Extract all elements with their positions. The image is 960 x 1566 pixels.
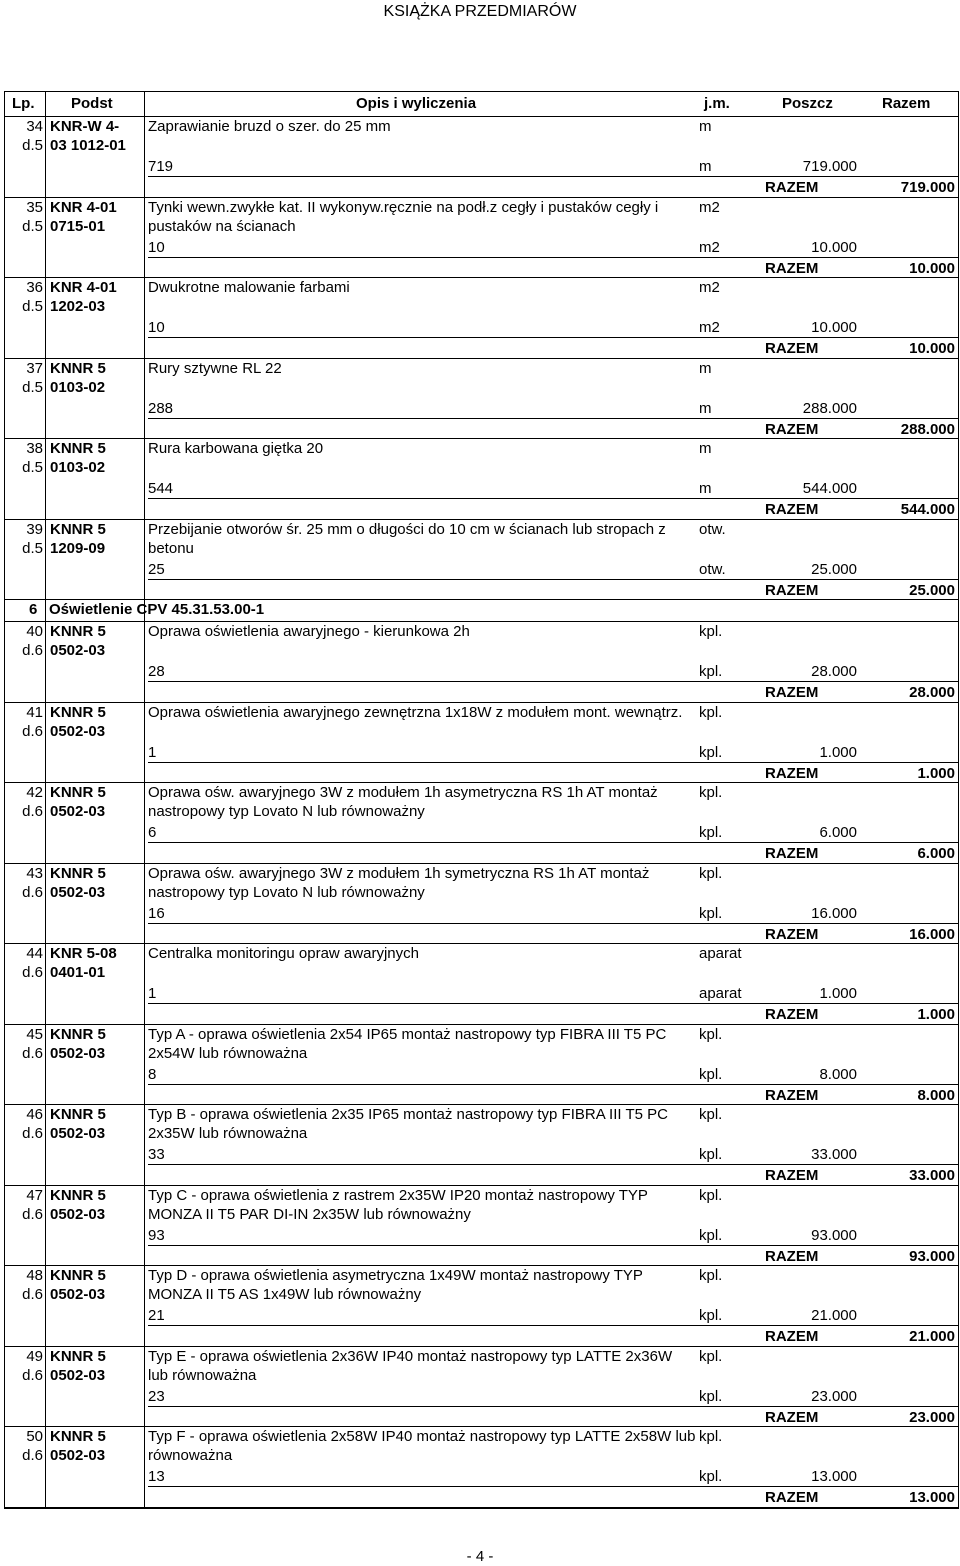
row-code-line2: 0502-03	[50, 883, 106, 901]
row-razem-label: RAZEM	[765, 259, 819, 277]
table-row	[5, 944, 958, 1025]
row-razem-value: 16.000	[909, 925, 955, 943]
razem-divider	[148, 498, 958, 499]
row-unit-2: m	[699, 158, 712, 175]
row-description: Oprawa oświetlenia awaryjnego zewnętrzna 1x18W z modułem mont. wewnątrz.	[148, 703, 683, 721]
row-unit: kpl.	[699, 623, 723, 640]
row-code-line1: KNR 5-08	[50, 945, 117, 962]
row-division: d.5	[22, 137, 43, 154]
row-razem-value: 1.000	[917, 1006, 955, 1023]
table-row	[5, 1105, 958, 1186]
row-subtotal: 23.000	[811, 1387, 857, 1405]
row-lp: 40	[26, 623, 43, 640]
row-razem-label: RAZEM	[765, 925, 819, 943]
table-row	[5, 864, 958, 945]
row-code-line2: 0715-01	[50, 217, 106, 235]
row-division: d.5	[22, 298, 43, 315]
table-row	[5, 278, 958, 359]
header-razem: Razem	[882, 95, 931, 112]
row-division: d.6	[22, 883, 43, 901]
row-quantity: 8	[148, 1065, 157, 1083]
row-subtotal: 33.000	[811, 1146, 857, 1163]
table-row	[5, 359, 958, 440]
row-division: d.5	[22, 217, 43, 235]
row-code-line1: KNNR 5	[50, 1186, 106, 1204]
header-lp: Lp.	[12, 95, 35, 112]
row-unit-2: kpl.	[699, 1226, 723, 1244]
table-row	[5, 783, 958, 864]
row-code-line2: 0502-03	[50, 1286, 106, 1303]
row-code-line2: 0502-03	[50, 642, 106, 659]
row-division: d.6	[22, 1286, 43, 1303]
row-quantity: 16	[148, 904, 165, 922]
row-unit: m	[699, 359, 712, 377]
table-row	[5, 1186, 958, 1267]
row-razem-label: RAZEM	[765, 764, 819, 782]
row-code-line1: KNR-W 4-	[50, 118, 120, 135]
razem-divider	[148, 681, 958, 682]
row-subtotal: 28.000	[811, 663, 857, 680]
row-unit: m	[699, 118, 712, 135]
row-description: Typ F - oprawa oświetlenia 2x58W IP40 montaż nastropowy typ LATTE 2x58W lub równoważna	[148, 1428, 696, 1464]
row-subtotal: 1.000	[819, 985, 857, 1002]
page-number: - 4 -	[466, 1548, 494, 1565]
section-name: Oświetlenie CPV 45.31.53.00-1	[49, 601, 265, 618]
row-division: d.6	[22, 1044, 43, 1062]
row-subtotal: 10.000	[811, 238, 857, 256]
row-description: Typ C - oprawa oświetlenia z rastrem 2x35W IP20 montaż nastropowy TYP MONZA II T5 PAR DI-IN 2x35W lub równoważny	[148, 1186, 648, 1223]
row-division: d.5	[22, 539, 43, 557]
row-razem-label: RAZEM	[765, 581, 819, 599]
row-quantity: 10	[148, 238, 165, 256]
row-lp: 42	[26, 784, 43, 801]
row-code-line2: 0502-03	[50, 1044, 106, 1062]
row-subtotal: 719.000	[802, 158, 857, 175]
table-header	[5, 92, 958, 117]
row-lp: 36	[26, 279, 43, 296]
row-description: Przebijanie otworów śr. 25 mm o długości do 10 cm w ścianach lub stropach z betonu	[148, 520, 666, 557]
row-unit: kpl.	[699, 1428, 723, 1445]
row-razem-label: RAZEM	[765, 501, 819, 518]
row-description: Zaprawianie bruzd o szer. do 25 mm	[148, 118, 391, 135]
row-code-line1: KNNR 5	[50, 864, 106, 882]
row-division: d.6	[22, 964, 43, 981]
table-row	[5, 439, 958, 520]
row-code-line1: KNNR 5	[50, 1106, 106, 1123]
row-razem-value: 28.000	[909, 684, 955, 701]
row-razem-label: RAZEM	[765, 420, 819, 438]
row-code-line1: KNNR 5	[50, 703, 106, 721]
razem-divider	[148, 923, 958, 924]
row-quantity: 25	[148, 560, 165, 578]
row-code-line1: KNNR 5	[50, 1267, 106, 1284]
row-unit: aparat	[699, 945, 742, 962]
table-row	[5, 198, 958, 279]
row-division: d.6	[22, 1205, 43, 1223]
row-quantity: 1	[148, 743, 157, 761]
row-quantity: 21	[148, 1307, 165, 1324]
row-razem-label: RAZEM	[765, 1086, 819, 1104]
row-subtotal: 16.000	[811, 904, 857, 922]
row-lp: 50	[26, 1428, 43, 1445]
header-jm: j.m.	[704, 95, 730, 112]
row-code-line2: 0502-03	[50, 1125, 106, 1142]
row-unit: m2	[699, 198, 720, 216]
row-code-line2: 1209-09	[50, 539, 106, 557]
row-razem-value: 6.000	[917, 845, 955, 862]
row-description: Oprawa ośw. awaryjnego 3W z modułem 1h symetryczna RS 1h AT montaż nastropowy typ Lovato N lub równoważny	[148, 864, 650, 901]
row-lp: 34	[26, 118, 43, 135]
row-subtotal: 25.000	[811, 560, 857, 578]
row-code-line1: KNNR 5	[50, 520, 106, 538]
row-subtotal: 21.000	[811, 1307, 857, 1324]
razem-divider	[148, 762, 958, 763]
row-unit-2: kpl.	[699, 1065, 723, 1083]
row-description: Centralka monitoringu opraw awaryjnych	[148, 945, 419, 962]
row-subtotal: 93.000	[811, 1226, 857, 1244]
row-razem-label: RAZEM	[765, 845, 819, 862]
row-subtotal: 288.000	[802, 399, 857, 417]
row-code-line1: KNR 4-01	[50, 198, 117, 216]
row-lp: 49	[26, 1347, 43, 1365]
razem-divider	[148, 1406, 958, 1407]
row-code-line1: KNNR 5	[50, 784, 106, 801]
row-razem-value: 21.000	[909, 1328, 955, 1345]
row-description: Dwukrotne malowanie farbami	[148, 279, 350, 296]
header-podst: Podst	[71, 95, 113, 112]
row-unit: m2	[699, 279, 720, 296]
razem-divider	[148, 337, 958, 338]
row-razem-value: 8.000	[917, 1086, 955, 1104]
row-description: Oprawa ośw. awaryjnego 3W z modułem 1h asymetryczna RS 1h AT montaż nastropowy typ Lovato N lub równoważny	[148, 784, 658, 820]
row-subtotal: 544.000	[802, 480, 857, 497]
row-description: Rury sztywne RL 22	[148, 359, 282, 377]
row-division: d.6	[22, 1366, 43, 1384]
row-code-line1: KNNR 5	[50, 359, 106, 377]
header-poszcz: Poszcz	[782, 95, 833, 112]
table-row	[5, 1347, 958, 1428]
row-razem-label: RAZEM	[765, 1006, 819, 1023]
row-razem-value: 10.000	[909, 259, 955, 277]
row-quantity: 6	[148, 824, 157, 841]
row-quantity: 28	[148, 663, 165, 680]
row-unit-2: kpl.	[699, 1307, 723, 1324]
row-code-line1: KNNR 5	[50, 440, 106, 457]
row-lp: 46	[26, 1106, 43, 1123]
table-row	[5, 1025, 958, 1106]
row-razem-value: 13.000	[909, 1489, 955, 1506]
row-code-line2: 0103-02	[50, 459, 106, 476]
row-unit: m	[699, 440, 712, 457]
row-code-line2: 0502-03	[50, 1205, 106, 1223]
row-lp: 47	[26, 1186, 43, 1204]
row-code-line2: 0502-03	[50, 803, 106, 820]
row-razem-label: RAZEM	[765, 1167, 819, 1184]
row-subtotal: 13.000	[811, 1468, 857, 1485]
row-unit-2: m2	[699, 319, 720, 336]
table-row	[5, 622, 958, 703]
row-subtotal: 1.000	[819, 743, 857, 761]
section-row	[5, 600, 958, 622]
row-unit-2: m2	[699, 238, 720, 256]
section-number: 6	[29, 601, 38, 618]
row-lp: 44	[26, 945, 43, 962]
row-subtotal: 10.000	[811, 319, 857, 336]
row-code-line1: KNNR 5	[50, 1428, 106, 1445]
razem-divider	[148, 1325, 958, 1326]
row-unit-2: kpl.	[699, 1146, 723, 1163]
row-quantity: 93	[148, 1226, 165, 1244]
row-unit: kpl.	[699, 1025, 723, 1043]
row-code-line2: 0502-03	[50, 722, 106, 740]
row-razem-label: RAZEM	[765, 1408, 819, 1426]
row-subtotal: 6.000	[819, 824, 857, 841]
row-razem-value: 23.000	[909, 1408, 955, 1426]
row-quantity: 288	[148, 399, 174, 417]
row-description: Rura karbowana giętka 20	[148, 440, 324, 457]
row-quantity: 10	[148, 319, 165, 336]
row-unit: kpl.	[699, 1106, 723, 1123]
row-code-line2: 1202-03	[50, 298, 106, 315]
table-row	[5, 117, 958, 198]
row-unit-2: otw.	[699, 560, 726, 578]
estimate-table	[4, 91, 959, 1509]
table-row	[5, 1266, 958, 1347]
row-code-line2: 0103-02	[50, 378, 106, 396]
row-quantity: 1	[148, 985, 157, 1002]
table-row	[5, 1427, 958, 1508]
items-group-a	[5, 117, 958, 600]
row-razem-value: 719.000	[900, 179, 955, 196]
row-division: d.6	[22, 642, 43, 659]
row-lp: 48	[26, 1267, 43, 1284]
row-quantity: 544	[148, 480, 174, 497]
row-division: d.6	[22, 803, 43, 820]
razem-divider	[148, 579, 958, 580]
row-description: Typ A - oprawa oświetlenia 2x54 IP65 montaż nastropowy typ FIBRA III T5 PC 2x54W lub równoważna	[148, 1025, 667, 1062]
row-code-line2: 0401-01	[50, 964, 106, 981]
razem-divider	[148, 176, 958, 177]
row-unit-2: kpl.	[699, 1468, 723, 1485]
row-unit: kpl.	[699, 1186, 723, 1204]
row-division: d.6	[22, 1125, 43, 1142]
row-unit-2: m	[699, 480, 712, 497]
razem-divider	[148, 418, 958, 419]
row-description: Oprawa oświetlenia awaryjnego - kierunkowa 2h	[148, 623, 470, 640]
row-quantity: 719	[148, 158, 174, 175]
row-unit: kpl.	[699, 784, 723, 801]
row-description: Tynki wewn.zwykłe kat. II wykonyw.ręcznie na podł.z cegły i pustaków cegły i pustaków na ścianach	[148, 198, 659, 235]
row-code-line1: KNNR 5	[50, 623, 106, 640]
row-lp: 39	[26, 520, 43, 538]
razem-divider	[148, 1164, 958, 1165]
row-unit: kpl.	[699, 1267, 723, 1284]
row-code-line1: KNNR 5	[50, 1347, 106, 1365]
row-razem-label: RAZEM	[765, 1328, 819, 1345]
row-division: d.6	[22, 722, 43, 740]
row-unit: kpl.	[699, 703, 723, 721]
row-lp: 45	[26, 1025, 43, 1043]
row-description: Typ E - oprawa oświetlenia 2x36W IP40 montaż nastropowy typ LATTE 2x36W lub równoważna	[148, 1347, 673, 1384]
row-quantity: 33	[148, 1146, 165, 1163]
row-lp: 37	[26, 359, 43, 377]
row-unit-2: kpl.	[699, 824, 723, 841]
row-code-line2: 0502-03	[50, 1366, 106, 1384]
row-division: d.6	[22, 1447, 43, 1464]
document-title: KSIĄŻKA PRZEDMIARÓW	[383, 3, 577, 20]
razem-divider	[148, 842, 958, 843]
table-row	[5, 703, 958, 784]
row-razem-value: 93.000	[909, 1247, 955, 1265]
row-razem-label: RAZEM	[765, 340, 819, 357]
row-description: Typ D - oprawa oświetlenia asymetryczna 1x49W montaż nastropowy TYP MONZA II T5 AS 1x49W lub równoważny	[148, 1267, 643, 1303]
razem-divider	[148, 1486, 958, 1487]
row-description: Typ B - oprawa oświetlenia 2x35 IP65 montaż nastropowy typ FIBRA III T5 PC 2x35W lub równoważna	[148, 1106, 668, 1142]
row-lp: 41	[26, 703, 43, 721]
row-lp: 43	[26, 864, 43, 882]
row-razem-value: 544.000	[900, 501, 955, 518]
row-code-line1: KNR 4-01	[50, 279, 117, 296]
row-razem-value: 33.000	[909, 1167, 955, 1184]
row-unit: kpl.	[699, 864, 723, 882]
header-opis: Opis i wyliczenia	[356, 95, 477, 112]
row-division: d.5	[22, 459, 43, 476]
row-unit-2: kpl.	[699, 1387, 723, 1405]
row-unit: kpl.	[699, 1347, 723, 1365]
razem-divider	[148, 1084, 958, 1085]
row-unit-2: kpl.	[699, 904, 723, 922]
row-razem-label: RAZEM	[765, 684, 819, 701]
row-unit-2: m	[699, 399, 712, 417]
row-unit-2: aparat	[699, 985, 742, 1002]
row-quantity: 13	[148, 1468, 165, 1485]
row-razem-value: 25.000	[909, 581, 955, 599]
razem-divider	[148, 1245, 958, 1246]
items-group-b	[5, 622, 958, 1508]
row-lp: 35	[26, 198, 43, 216]
row-code-line1: KNNR 5	[50, 1025, 106, 1043]
row-razem-label: RAZEM	[765, 1489, 819, 1506]
row-quantity: 23	[148, 1387, 165, 1405]
row-razem-value: 288.000	[900, 420, 955, 438]
row-unit-2: kpl.	[699, 743, 723, 761]
row-subtotal: 8.000	[819, 1065, 857, 1083]
row-unit-2: kpl.	[699, 663, 723, 680]
row-razem-value: 1.000	[917, 764, 955, 782]
razem-divider	[148, 1003, 958, 1004]
row-division: d.5	[22, 378, 43, 396]
row-unit: otw.	[699, 520, 726, 538]
row-lp: 38	[26, 440, 43, 457]
row-razem-label: RAZEM	[765, 179, 819, 196]
row-code-line2: 03 1012-01	[50, 137, 126, 154]
row-razem-label: RAZEM	[765, 1247, 819, 1265]
razem-divider	[148, 257, 958, 258]
table-row	[5, 520, 958, 601]
row-code-line2: 0502-03	[50, 1447, 106, 1464]
row-razem-value: 10.000	[909, 340, 955, 357]
